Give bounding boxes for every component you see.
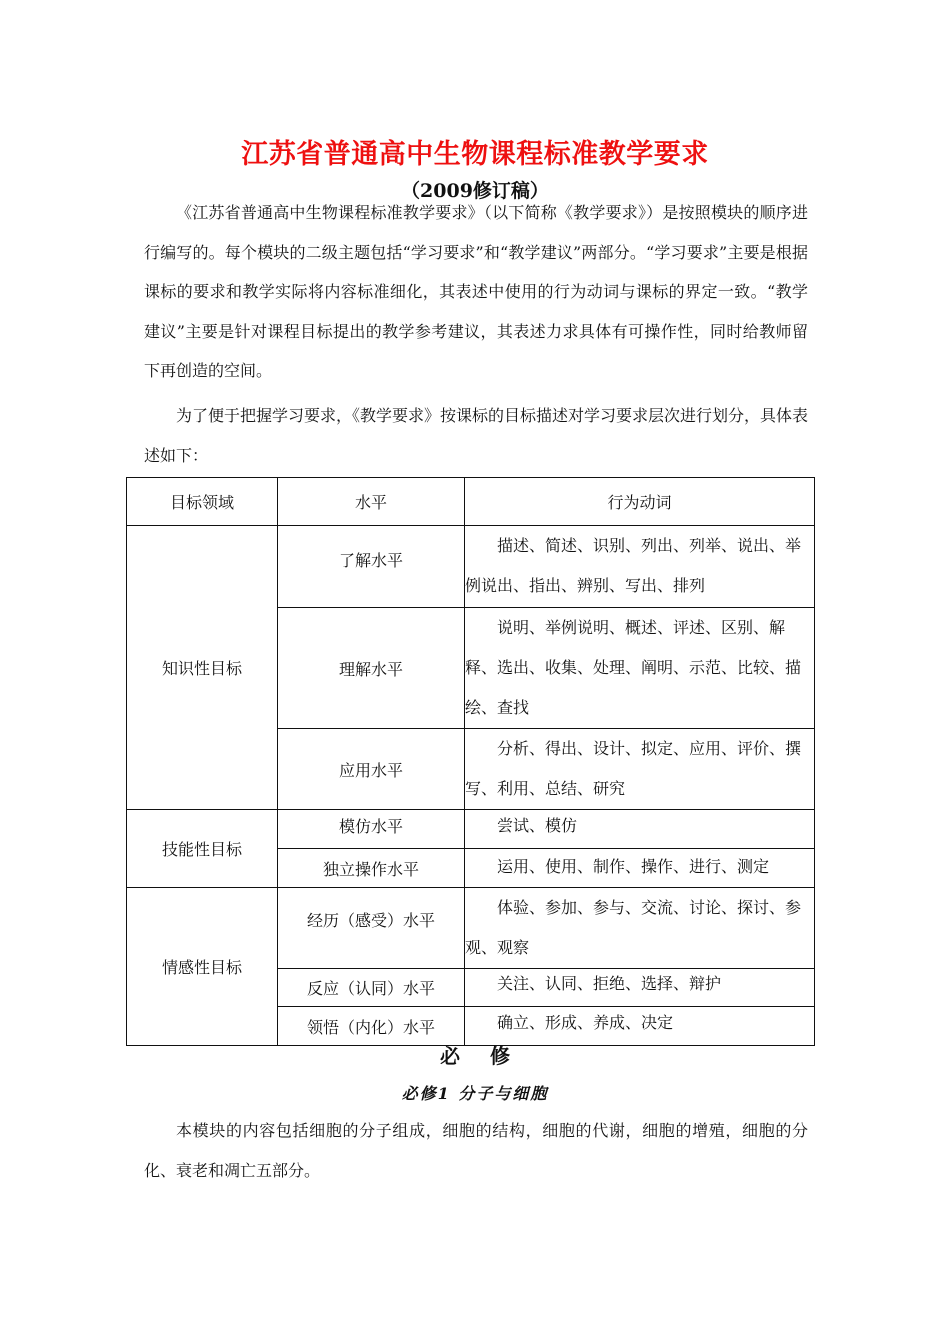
document-title: 江苏省普通高中生物课程标准教学要求: [241, 139, 709, 170]
verbs-cell: 说明、举例说明、概述、评述、区别、解释、选出、收集、处理、阐明、示范、比较、描绘、查找: [465, 608, 815, 729]
verbs-cell: 确立、形成、养成、决定: [465, 1007, 815, 1046]
level-cell: 经历（感受）水平: [278, 888, 465, 969]
levels-paragraph: 为了便于把握学习要求，《教学要求》按课标的目标描述对学习要求层次进行划分，具体表述如下：: [144, 406, 809, 465]
verbs-cell: 尝试、模仿: [465, 810, 815, 849]
level-cell: 领悟（内化）水平: [278, 1007, 465, 1046]
verbs-cell: 关注、认同、拒绝、选择、辩护: [465, 969, 815, 1007]
level-cell: 独立操作水平: [278, 849, 465, 888]
domain-affective: 情感性目标: [127, 888, 278, 1046]
level-cell: 理解水平: [278, 608, 465, 729]
learning-levels-table: [126, 477, 815, 1046]
verbs-cell: 运用、使用、制作、操作、进行、测定: [465, 849, 815, 888]
table-header-row: [127, 478, 815, 526]
level-cell: 应用水平: [278, 729, 465, 810]
module-paragraph: 本模块的内容包括细胞的分子组成，细胞的结构，细胞的代谢，细胞的增殖，细胞的分化、衰老和凋亡五部分。: [144, 1121, 808, 1180]
verbs-cell: 分析、得出、设计、拟定、应用、评价、撰写、利用、总结、研究: [465, 729, 815, 810]
level-cell: 反应（认同）水平: [278, 969, 465, 1007]
header-domain: 目标领域: [127, 478, 278, 526]
domain-knowledge: 知识性目标: [127, 526, 278, 810]
level-cell: 模仿水平: [278, 810, 465, 849]
table-row: [127, 526, 815, 608]
required-heading: 必修: [440, 1044, 540, 1068]
domain-skill: 技能性目标: [127, 810, 278, 888]
header-level: 水平: [278, 478, 465, 526]
table-row: [127, 888, 815, 969]
level-cell: 了解水平: [278, 526, 465, 608]
document-subtitle: （2009修订稿）: [401, 180, 549, 202]
verbs-cell: 体验、参加、参与、交流、讨论、探讨、参观、观察: [465, 888, 815, 969]
verbs-cell: 描述、简述、识别、列出、列举、说出、举例说出、指出、辨别、写出、排列: [465, 526, 815, 608]
intro-paragraph: 《江苏省普通高中生物课程标准教学要求》（以下简称《教学要求》）是按照模块的顺序进行编写的。每个模块的二级主题包括“学习要求”和“教学建议”两部分。“学习要求”主要是根据课标的要求和教学实际将内容标准细化，其表述中使用的行为动词与课标的界定一致。“教学建议”主要是针对课程目标提出的教学参考建议，其表述力求具体有可操作性，同时给教师留下再创造的空间。: [144, 203, 808, 380]
table-row: [127, 810, 815, 849]
header-verbs: 行为动词: [465, 478, 815, 526]
module-title: 必修1 分子与细胞: [401, 1084, 549, 1103]
